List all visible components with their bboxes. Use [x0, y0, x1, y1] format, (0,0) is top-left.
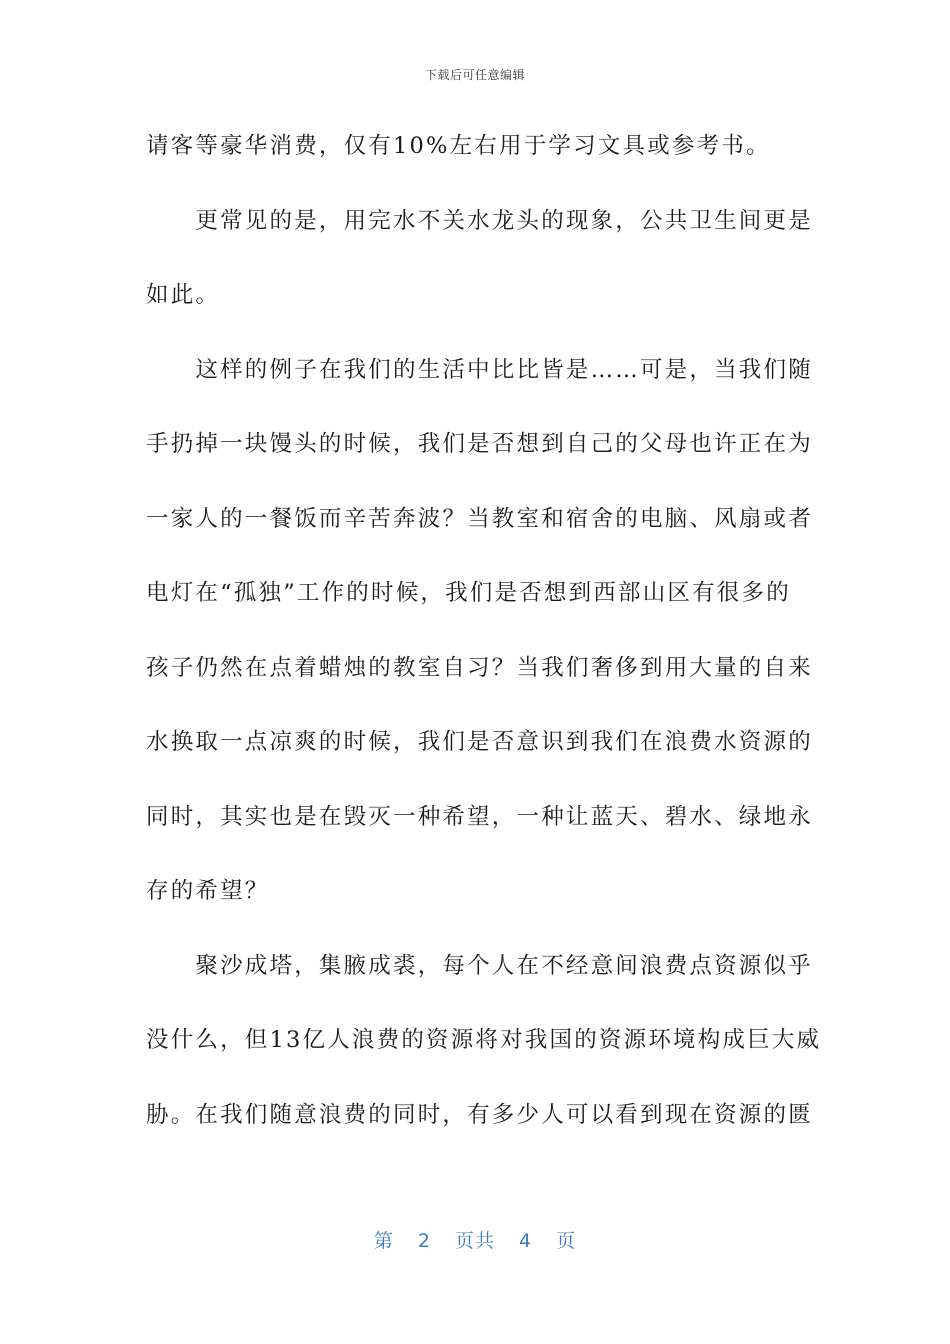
page-header: 下载后可任意编辑 — [424, 68, 525, 82]
text-line: 更常见的是，用完水不关水龙头的现象，公共卫生间更是 — [146, 207, 813, 234]
footer-suffix: 页 — [556, 1230, 577, 1252]
text-line: 孩子仍然在点着蜡烛的教室自习？当我们奢侈到用大量的自来 — [146, 654, 813, 681]
page-footer — [0, 1226, 950, 1253]
text-line: 如此。 — [146, 282, 221, 308]
text-line: 水换取一点凉爽的时候，我们是否意识到我们在浪费水资源的 — [146, 729, 813, 755]
text-line: 手扔掉一块馒头的时候，我们是否想到自己的父母也许正在为 — [146, 431, 813, 457]
total-page-number: 4 — [519, 1230, 533, 1252]
text-line: 一家人的一餐饭而辛苦奔波？当教室和宿舍的电脑、风扇或者 — [146, 505, 813, 532]
text-line: 聚沙成塔，集腋成裘，每个人在不经意间浪费点资源似乎 — [146, 952, 813, 979]
text-line: 电灯在“孤独”工作的时候，我们是否想到西部山区有很多的 — [146, 580, 791, 606]
document-body — [146, 120, 822, 1163]
text-line: 这样的例子在我们的生活中比比皆是……可是，当我们随 — [146, 356, 813, 383]
text-line: 请客等豪华消费，仅有10%左右用于学习文具或参考书。 — [146, 133, 771, 159]
text-line: 胁。在我们随意浪费的同时，有多少人可以看到现在资源的匮 — [146, 1101, 813, 1128]
footer-middle: 页共 — [454, 1230, 495, 1252]
text-line: 同时，其实也是在毁灭一种希望，一种让蓝天、碧水、绿地永 — [146, 803, 813, 830]
footer-prefix: 第 — [373, 1230, 394, 1252]
text-line: 存的希望？ — [146, 878, 270, 904]
text-line: 没什么，但13亿人浪费的资源将对我国的资源环境构成巨大威 — [146, 1027, 822, 1053]
current-page-number: 2 — [417, 1230, 431, 1252]
